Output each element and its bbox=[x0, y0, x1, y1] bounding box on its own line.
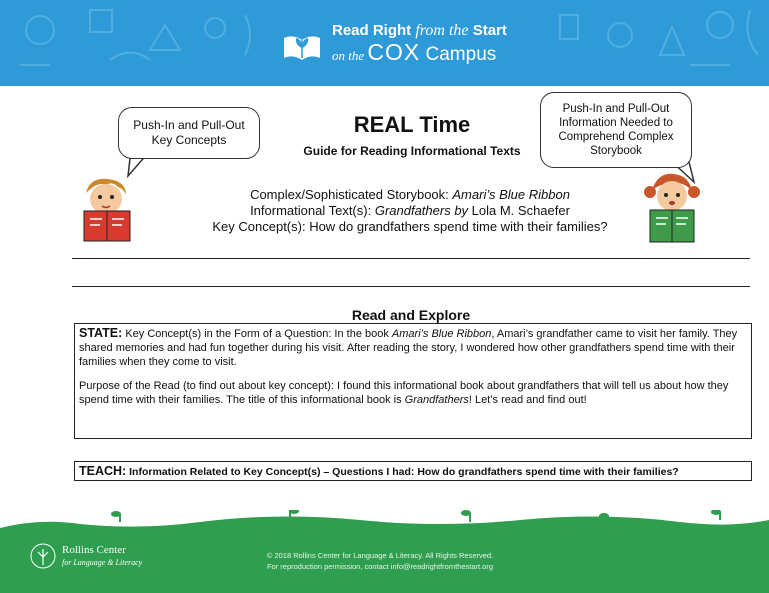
open-book-sprout-icon bbox=[282, 26, 322, 62]
header-scallop-edge bbox=[0, 78, 769, 88]
teach-box: TEACH: Information Related to Key Concept(s) – Questions I had: How do grandfathers spend time with their families? bbox=[74, 461, 752, 481]
bubble-left-text: Push-In and Pull-Out Key Concepts bbox=[133, 118, 245, 147]
logo-campus-name: on the COX Campus bbox=[332, 38, 497, 65]
divider-line-top bbox=[72, 258, 750, 259]
logo-tagline: Read Right from the Start bbox=[332, 22, 507, 39]
book-info bbox=[160, 187, 660, 235]
footer-copyright: © 2018 Rollins Center for Language & Literacy. All Rights Reserved. For reproduction permission, contact info@readrightfromthestart.org bbox=[266, 551, 494, 571]
informational-text-line: Informational Text(s): Grandfathers by Lola M. Schaefer bbox=[250, 203, 570, 218]
boy-reading-illustration bbox=[78, 175, 136, 243]
state-paragraph-1: STATE: Key Concept(s) in the Form of a Question: In the book Amari’s Blue Ribbon, Amari’s grandfather came to visit her family. They shared memories and had fun together during his visit. After reading the story, I wondered how other grandfathers spend time with their families when they come to visit. bbox=[79, 326, 738, 368]
divider-line-bottom bbox=[72, 286, 750, 287]
speech-bubble-left bbox=[118, 107, 260, 159]
bubble-right-text: Push-In and Pull-Out Information Needed to Comprehend Complex Storybook bbox=[558, 103, 674, 157]
cox-campus-logo[interactable] bbox=[282, 22, 507, 65]
section-title: Read and Explore bbox=[351, 307, 471, 323]
page-subtitle: Guide for Reading Informational Texts bbox=[303, 144, 521, 158]
tree-icon bbox=[30, 543, 56, 569]
key-concept-line: Key Concept(s): How do grandfathers spend time with their families? bbox=[212, 219, 608, 234]
state-paragraph-2: Purpose of the Read (to find out about key concept): I found this informational book about grandfathers that will tell us about how they spend time with their families. The title of this informational book is Grandfathers! Let’s read and find out! bbox=[79, 380, 729, 406]
storybook-line: Complex/Sophisticated Storybook: Amari’s Blue Ribbon bbox=[250, 187, 570, 202]
rollins-center-logo: Rollins Center for Language & Literacy bbox=[30, 543, 142, 569]
header-banner bbox=[0, 0, 769, 86]
girl-reading-illustration bbox=[642, 170, 702, 245]
page-title: REAL Time bbox=[353, 112, 471, 137]
state-box bbox=[74, 323, 752, 439]
speech-bubble-right bbox=[540, 92, 692, 168]
